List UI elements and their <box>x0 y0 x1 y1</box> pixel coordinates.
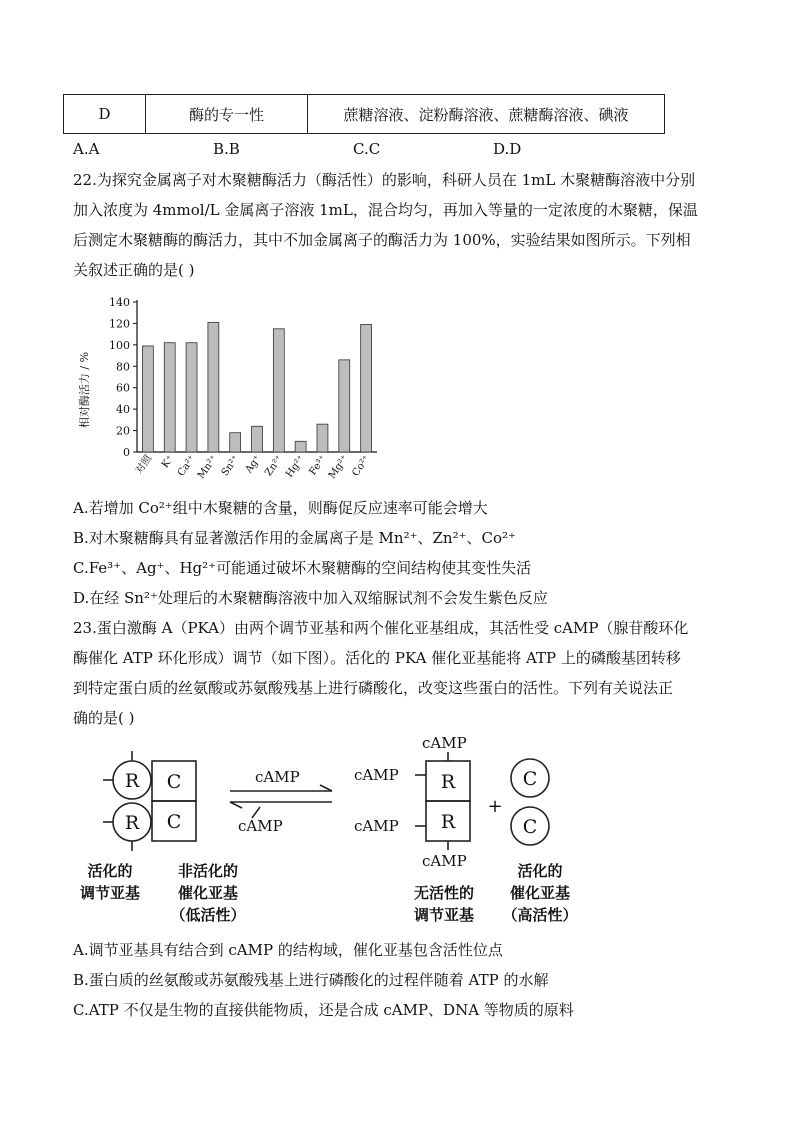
r-label: R <box>124 812 140 834</box>
chart-y-tick-label: 40 <box>116 403 130 417</box>
chart-bar <box>252 426 263 452</box>
q21-option-a: A.A <box>73 140 100 158</box>
label-active-regulatory: 调节亚基 <box>79 884 141 902</box>
chart-y-axis-label: 相对酶活力 / % <box>78 351 91 429</box>
c-label: C <box>522 816 538 838</box>
chart-bar <box>230 433 241 452</box>
label-inactive-regulatory: 无活性的 <box>413 884 475 902</box>
q22-stem-line-1: 22.为探究金属离子对木聚糖酶活力（酶活性）的影响，科研人员在 1mL 木聚糖酶溶液中分别 <box>73 171 696 189</box>
enzyme-activity-bar-chart <box>75 285 395 490</box>
r-label: R <box>124 770 140 792</box>
camp-label: cAMP <box>422 852 467 870</box>
chart-x-tick-label: Fe³⁺ <box>307 453 329 478</box>
chart-bar <box>361 325 372 453</box>
label-active-regulatory: 活化的 <box>87 862 133 880</box>
plus-sign: + <box>487 796 503 817</box>
chart-x-tick-label: K⁺ <box>159 453 177 471</box>
q21-option-c: C.C <box>353 140 381 158</box>
camp-label: cAMP <box>255 768 300 786</box>
q22-stem-line-4: 关叙述正确的是( ) <box>73 261 195 279</box>
chart-bar <box>186 343 197 452</box>
q22-option-a: A.若增加 Co²⁺组中木聚糖的含量，则酶促反应速率可能会增大 <box>73 499 488 517</box>
camp-label: cAMP <box>422 734 467 752</box>
chart-y-tick-label: 120 <box>109 317 130 331</box>
label-inactive-catalytic: 非活化的 <box>177 862 239 880</box>
camp-label: cAMP <box>354 766 399 784</box>
chart-y-tick-label: 60 <box>116 381 130 395</box>
chart-bar <box>164 343 175 452</box>
chart-bar <box>142 346 153 452</box>
chart-x-tick-label: Co²⁺ <box>350 453 373 479</box>
chart-y-tick-label: 80 <box>116 360 130 374</box>
chart-x-tick-label: Ag⁺ <box>243 453 264 476</box>
q23-stem-line-1: 23.蛋白激酶 A（PKA）由两个调节亚基和两个催化亚基组成，其活性受 cAMP（腺苷酸环化 <box>73 619 689 637</box>
q23-option-c: C.ATP 不仅是生物的直接供能物质，还是合成 cAMP、DNA 等物质的原料 <box>73 1001 574 1019</box>
camp-label: cAMP <box>354 817 399 835</box>
q23-stem-line-3: 到特定蛋白质的丝氨酸或苏氨酸残基上进行磷酸化，改变这些蛋白的活性。下列有关说法正 <box>73 679 674 697</box>
table-cell-purpose: 酶的专一性 <box>146 95 308 133</box>
chart-x-tick-label: Sn²⁺ <box>219 453 242 479</box>
label-inactive-regulatory: 调节亚基 <box>413 906 475 924</box>
label-inactive-catalytic: 催化亚基 <box>177 884 239 902</box>
label-inactive-catalytic: （低活性） <box>170 906 246 924</box>
q22-option-b: B.对木聚糖酶具有显著激活作用的金属离子是 Mn²⁺、Zn²⁺、Co²⁺ <box>73 529 516 547</box>
q22-stem-line-2: 加入浓度为 4mmol/L 金属离子溶液 1mL，混合均匀，再加入等量的一定浓度的木聚糖，保温 <box>73 201 698 219</box>
chart-y-tick-label: 100 <box>109 338 130 352</box>
c-label: C <box>166 811 182 833</box>
chart-bar <box>208 322 219 452</box>
q23-stem-line-4: 确的是( ) <box>73 709 135 727</box>
chart-bar <box>339 360 350 452</box>
label-active-catalytic: 活化的 <box>517 862 563 880</box>
answer-table-row <box>63 94 665 134</box>
chart-x-tick-label: Mn²⁺ <box>195 453 220 481</box>
q21-option-d: D.D <box>493 140 522 158</box>
q22-stem-line-3: 后测定木聚糖酶的酶活力，其中不加金属离子的酶活力为 100%，实验结果如图所示。下列相 <box>73 231 691 249</box>
table-cell-option: D <box>64 95 146 133</box>
chart-bar <box>295 441 306 452</box>
chart-y-tick-label: 0 <box>123 446 130 459</box>
label-active-catalytic: （高活性） <box>502 906 578 924</box>
chart-x-tick-label: Ca²⁺ <box>175 453 199 479</box>
chart-x-tick-label: Hg²⁺ <box>284 453 308 480</box>
q22-option-c: C.Fe³⁺、Ag⁺、Hg²⁺可能通过破坏木聚糖酶的空间结构使其变性失活 <box>73 559 532 577</box>
c-label: C <box>522 768 538 790</box>
r-label: R <box>440 771 456 793</box>
chart-x-tick-label: 对照 <box>133 453 155 477</box>
chart-y-tick-label: 20 <box>116 424 130 438</box>
q22-option-d: D.在经 Sn²⁺处理后的木聚糖酶溶液中加入双缩脲试剂不会发生紫色反应 <box>73 589 548 607</box>
chart-bars <box>142 322 371 452</box>
r-label: R <box>440 811 456 833</box>
q23-option-a: A.调节亚基具有结合到 cAMP 的结构域，催化亚基包含活性位点 <box>73 941 503 959</box>
pka-activation-diagram <box>70 730 630 930</box>
label-active-catalytic: 催化亚基 <box>509 884 571 902</box>
chart-x-tick-label: Zn²⁺ <box>263 453 286 479</box>
q21-option-b: B.B <box>213 140 240 158</box>
chart-bar <box>317 424 328 452</box>
table-cell-reagents: 蔗糖溶液、淀粉酶溶液、蔗糖酶溶液、碘液 <box>343 105 629 124</box>
chart-y-tick-label: 140 <box>109 296 130 309</box>
q23-stem-line-2: 酶催化 ATP 环化形成）调节（如下图）。活化的 PKA 催化亚基能将 ATP 上的磷酸基团转移 <box>73 649 681 667</box>
chart-bar <box>273 329 284 452</box>
q23-option-b: B.蛋白质的丝氨酸或苏氨酸残基上进行磷酸化的过程伴随着 ATP 的水解 <box>73 971 549 989</box>
chart-x-tick-label: Mg²⁺ <box>326 453 351 481</box>
c-label: C <box>166 771 182 793</box>
camp-label: cAMP <box>238 817 283 835</box>
